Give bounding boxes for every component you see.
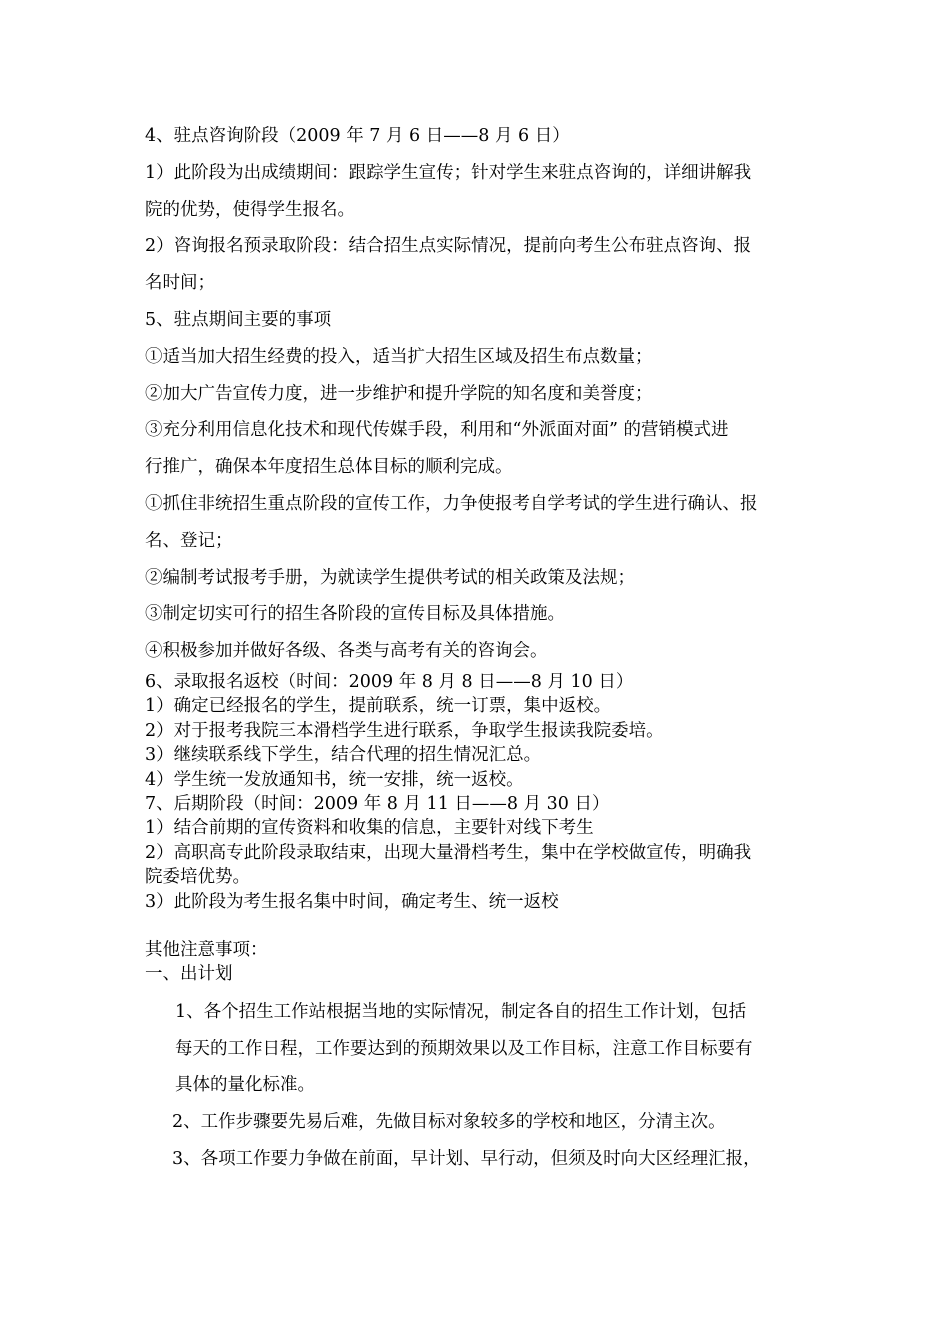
section-5-point-a3-cont: 行推广，确保本年度招生总体目标的顺利完成。 — [145, 457, 513, 478]
section-4-item-2-cont: 名时间； — [145, 273, 215, 294]
section-5-point-a2: ②加大广告宣传力度，进一步维护和提升学院的知名度和美誉度； — [145, 383, 653, 404]
section-5-point-a1: ①适当加大招生经费的投入，适当扩大招生区域及招生布点数量； — [145, 346, 653, 367]
section-5-point-b2: ②编制考试报考手册，为就读学生提供考试的相关政策及法规； — [145, 567, 635, 588]
section-5-point-b4: ④积极参加并做好各级、各类与高考有关的咨询会。 — [145, 641, 548, 662]
section-4-item-1-cont: 院的优势，使得学生报名。 — [145, 199, 355, 220]
section-6-heading: 6、录取报名返校（时间：2009 年 8 月 8 日——8 月 10 日） — [145, 671, 634, 692]
section-6-item-4: 4）学生统一发放通知书，统一安排，统一返校。 — [145, 769, 524, 790]
notes-paragraph-1: 1、各个招生工作站根据当地的实际情况，制定各自的招生工作计划，包括 — [175, 1001, 747, 1022]
section-5-point-a3: ③充分利用信息化技术和现代传媒手段，利用和“外派面对面” 的营销模式进 — [145, 420, 729, 441]
section-7-item-1: 1）结合前期的宣传资料和收集的信息，主要针对线下考生 — [145, 818, 594, 839]
notes-paragraph-1-cont-2: 具体的量化标准。 — [175, 1075, 315, 1096]
section-5-point-b1-cont: 名、登记； — [145, 530, 233, 551]
section-4-item-1: 1）此阶段为出成绩期间：跟踪学生宣传；针对学生来驻点咨询的，详细讲解我 — [145, 162, 752, 183]
section-7-item-2-cont: 院委培优势。 — [145, 867, 250, 888]
section-7-item-3: 3）此阶段为考生报名集中时间，确定考生、统一返校 — [145, 891, 559, 912]
notes-heading: 其他注意事项： — [145, 940, 268, 961]
section-6-item-1: 1）确定已经报名的学生，提前联系，统一订票，集中返校。 — [145, 696, 612, 717]
section-5-point-b3: ③制定切实可行的招生各阶段的宣传目标及具体措施。 — [145, 604, 565, 625]
section-5-heading: 5、驻点期间主要的事项 — [145, 309, 332, 330]
section-4-heading: 4、驻点咨询阶段（2009 年 7 月 6 日——8 月 6 日） — [145, 126, 570, 146]
section-6-item-3: 3）继续联系线下学生，结合代理的招生情况汇总。 — [145, 745, 542, 766]
section-7-item-2: 2）高职高专此阶段录取结束，出现大量滑档考生，集中在学校做宣传，明确我 — [145, 842, 752, 863]
section-5-point-b1: ①抓住非统招生重点阶段的宣传工作，力争使报考自学考试的学生进行确认、报 — [145, 493, 758, 514]
section-6-item-2: 2）对于报考我院三本滑档学生进行联系，争取学生报读我院委培。 — [145, 720, 664, 741]
section-4-item-2: 2）咨询报名预录取阶段：结合招生点实际情况，提前向考生公布驻点咨询、报 — [145, 236, 752, 257]
notes-paragraph-2: 2、工作步骤要先易后难，先做目标对象较多的学校和地区，分清主次。 — [172, 1112, 726, 1133]
notes-paragraph-1-cont-1: 每天的工作日程，工作要达到的预期效果以及工作目标，注意工作目标要有 — [175, 1038, 753, 1059]
notes-paragraph-3: 3、各项工作要力争做在前面，早计划、早行动，但须及时向大区经理汇报， — [172, 1149, 761, 1170]
section-7-heading: 7、后期阶段（时间：2009 年 8 月 11 日——8 月 30 日） — [145, 793, 610, 814]
document-body — [145, 118, 815, 1178]
notes-subheading-plan: 一、出计划 — [145, 964, 233, 985]
